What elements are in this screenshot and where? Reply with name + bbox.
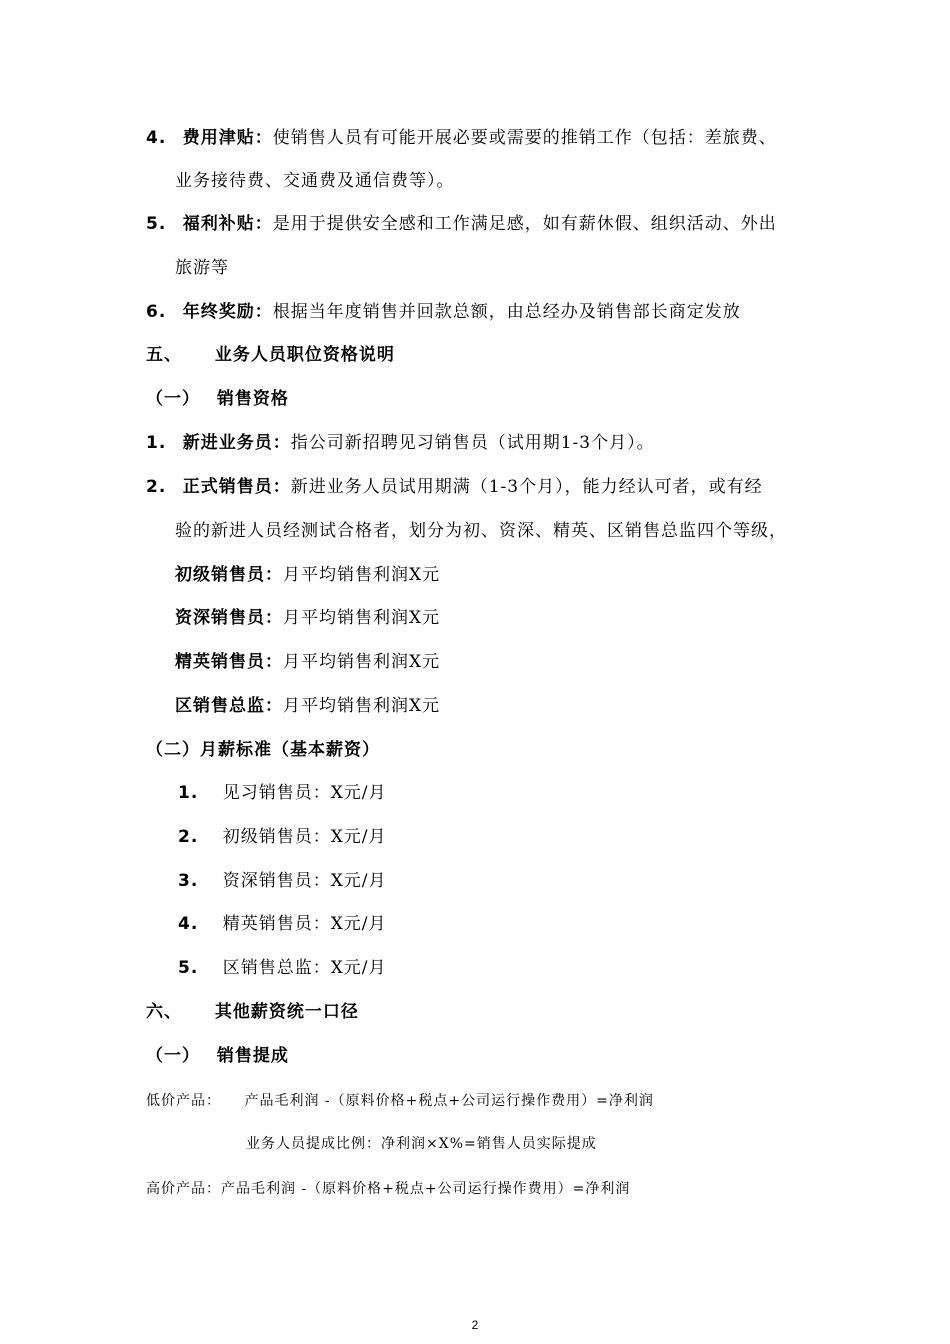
salary-text: 精英销售员：X元/月 [222,914,387,934]
subsection-number: （一） [146,389,200,409]
qualification-2-continuation: 验的新进人员经测试合格者，划分为初、资深、精英、区销售总监四个等级， [175,521,787,541]
section-title: 其他薪资统一口径 [214,1002,359,1022]
subsection-title: 销售资格 [216,389,289,409]
salary-number: 4. [178,914,199,934]
salary-number: 3. [178,871,199,891]
low-price-commission-formula: 业务人员提成比例：净利润×X%=销售人员实际提成 [246,1136,597,1152]
level-text: 月平均销售利润X元 [283,696,441,716]
item-title: 正式销售员： [182,477,291,497]
level-director [175,695,440,717]
item-title: 费用津贴： [182,128,273,148]
level-text: 月平均销售利润X元 [283,565,441,585]
item-6 [146,301,741,323]
high-price-formula: 产品毛利润 -（原料价格+税点+公司运行操作费用）=净利润 [221,1181,631,1197]
salary-text: 资深销售员：X元/月 [222,871,387,891]
item-number: 1. [146,433,167,453]
item-number: 2. [146,477,167,497]
level-junior [175,564,440,586]
item-title: 新进业务员： [182,433,291,453]
section-number: 六、 [146,1002,182,1022]
level-elite [175,651,440,673]
salary-text: 初级销售员：X元/月 [222,827,387,847]
salary-item [178,870,387,892]
item-text: 是用于提供安全感和工作满足感，如有薪休假、组织活动、外出 [272,214,777,234]
section-5-heading [146,344,395,366]
salary-number: 5. [178,958,199,978]
salary-number: 1. [178,783,199,803]
section-title: 业务人员职位资格说明 [214,345,395,365]
level-title: 区销售总监： [175,696,283,716]
item-5-continuation: 旅游等 [175,258,229,278]
subsection-3-heading [146,1045,289,1067]
level-text: 月平均销售利润X元 [283,652,441,672]
high-price-label: 高价产品： [146,1181,221,1197]
low-price-formula: 产品毛利润 -（原料价格+税点+公司运行操作费用）=净利润 [244,1093,654,1109]
high-price-line [146,1178,630,1200]
salary-item [178,913,387,935]
item-title: 年终奖励： [182,302,273,322]
subsection-number: （一） [146,1046,200,1066]
level-text: 月平均销售利润X元 [283,608,441,628]
level-title: 精英销售员： [175,652,283,672]
salary-number: 2. [178,827,199,847]
level-title: 初级销售员： [175,565,283,585]
level-title: 资深销售员： [175,608,283,628]
item-number: 6. [146,302,167,322]
item-text: 根据当年度销售并回款总额，由总经办及销售部长商定发放 [272,302,741,322]
item-title: 福利补贴： [182,214,273,234]
low-price-line [146,1090,654,1112]
salary-item [178,826,387,848]
section-number: 五、 [146,345,182,365]
item-5 [146,213,777,235]
subsection-title: 销售提成 [216,1046,289,1066]
item-text: 指公司新招聘见习销售员（试用期1-3个月）。 [290,433,655,453]
subsection-2-heading: （二）月薪标准（基本薪资） [146,740,380,760]
subsection-1-heading [146,388,289,410]
item-text: 新进业务人员试用期满（1-3个月），能力经认可者，或有经 [290,477,763,497]
salary-text: 见习销售员：X元/月 [222,783,387,803]
item-4-continuation: 业务接待费、交通费及通信费等）。 [175,171,455,191]
salary-text: 区销售总监：X元/月 [222,958,387,978]
section-6-heading [146,1001,359,1023]
item-4 [146,127,777,149]
level-senior [175,607,440,629]
item-text: 使销售人员有可能开展必要或需要的推销工作（包括：差旅费、 [272,128,777,148]
salary-item [178,957,387,979]
salary-item [178,782,387,804]
low-price-label: 低价产品： [146,1093,221,1109]
qualification-1 [146,432,655,454]
item-number: 5. [146,214,167,234]
qualification-2 [146,476,763,498]
item-number: 4. [146,128,167,148]
page-number: 2 [471,1318,479,1332]
